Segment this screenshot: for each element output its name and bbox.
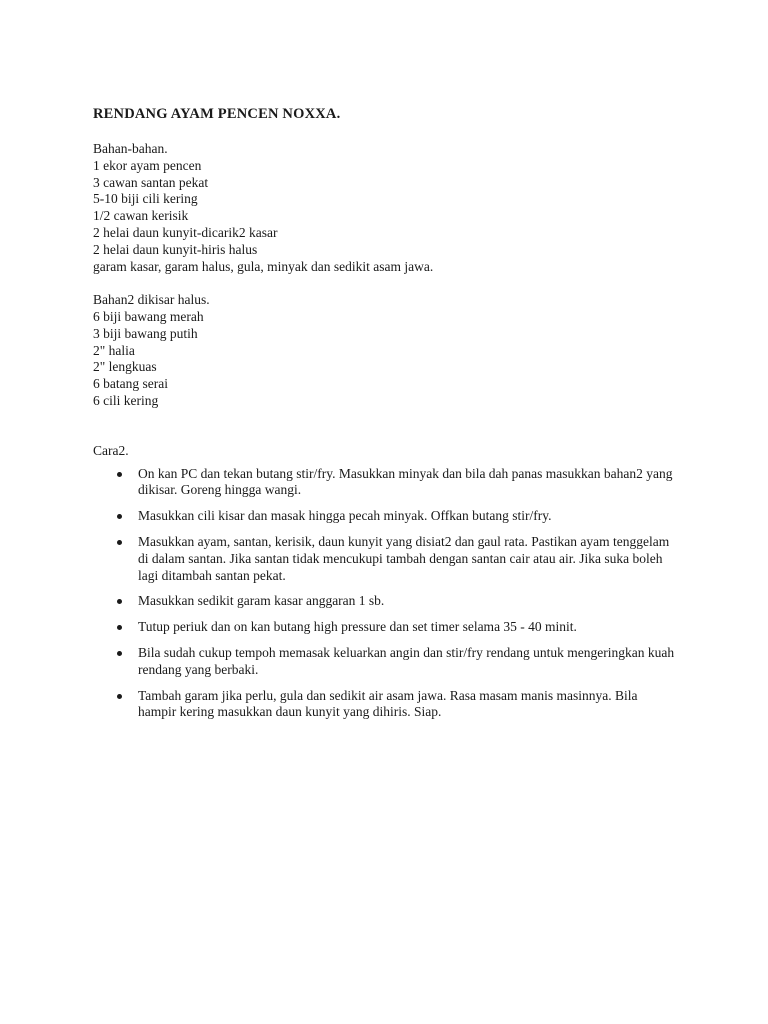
ingredient-item: garam kasar, garam halus, gula, minyak dan sedikit asam jawa. [93, 258, 434, 274]
ingredient-item: 5-10 biji cili kering [93, 191, 198, 207]
method-step-text: Masukkan sedikit garam kasar anggaran 1 sb. [138, 593, 385, 609]
method-step-text: Masukkan cili kisar dan masak hingga pecah minyak. Offkan butang stir/fry. [138, 508, 552, 524]
method-step [93, 645, 678, 679]
bullet-icon [117, 651, 122, 656]
method-step-text: Tutup periuk dan on kan butang high pressure dan set timer selama 35 - 40 minit. [138, 619, 577, 635]
method-step [93, 508, 678, 525]
bullet-icon [117, 472, 122, 477]
method-step [93, 593, 678, 610]
blended-heading: Bahan2 dikisar halus. [93, 292, 210, 308]
method-steps [93, 466, 693, 722]
method-step-text: Tambah garam jika perlu, gula dan sedikit air asam jawa. Rasa masam manis masinnya. Bila hampir kering masukkan daun kunyit yang dihiris. Siap. [138, 687, 638, 720]
method-step-text: Masukkan ayam, santan, kerisik, daun kunyit yang disiat2 dan gaul rata. Pastikan ayam tenggelam di dalam santan. Jika santan tidak mencukupi tambah dengan santan cair atau air. Jika suka boleh lagi ditambah santan pekat. [138, 533, 670, 583]
method-step-text: On kan PC dan tekan butang stir/fry. Masukkan minyak dan bila dah panas masukkan bahan2 yang dikisar. Goreng hingga wangi. [138, 465, 673, 498]
recipe-title: RENDANG AYAM PENCEN NOXXA. [93, 106, 341, 122]
ingredient-item: 2 helai daun kunyit-hiris halus [93, 241, 258, 257]
blended-item: 6 biji bawang merah [93, 308, 204, 324]
blended-item: 2" halia [93, 342, 135, 358]
bullet-icon [117, 625, 122, 630]
ingredient-item: 1/2 cawan kerisik [93, 208, 189, 224]
spacer [93, 275, 693, 292]
method-step [93, 534, 678, 584]
blended-item: 6 batang serai [93, 376, 168, 392]
bullet-icon [117, 694, 122, 699]
bullet-icon [117, 599, 122, 604]
ingredients-heading: Bahan-bahan. [93, 141, 168, 156]
method-step-text: Bila sudah cukup tempoh memasak keluarkan angin dan stir/fry rendang untuk mengeringkan kuah rendang yang berbaki. [138, 644, 675, 677]
method-step [93, 688, 678, 722]
blended-item: 3 biji bawang putih [93, 325, 198, 341]
spacer [93, 410, 693, 443]
ingredients-list [93, 158, 693, 276]
ingredient-item: 1 ekor ayam pencen [93, 157, 202, 173]
blended-item: 6 cili kering [93, 392, 159, 408]
method-step [93, 619, 678, 636]
bullet-icon [117, 514, 122, 519]
blended-item: 2" lengkuas [93, 359, 157, 375]
ingredient-item: 2 helai daun kunyit-dicarik2 kasar [93, 224, 278, 240]
blended-list [93, 309, 693, 410]
document-page [93, 105, 693, 730]
method-step [93, 466, 678, 500]
method-heading: Cara2. [93, 442, 129, 458]
bullet-icon [117, 540, 122, 545]
ingredient-item: 3 cawan santan pekat [93, 174, 209, 190]
